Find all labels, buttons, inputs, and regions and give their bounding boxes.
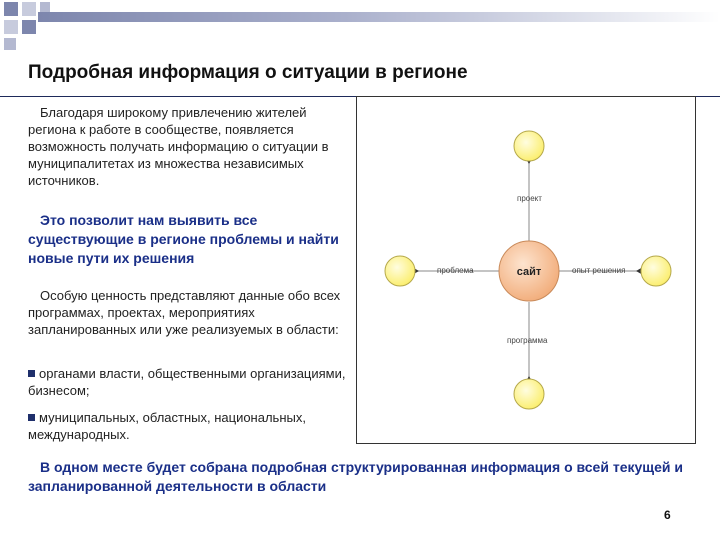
bullet-square-icon (28, 370, 35, 377)
node-right (641, 256, 671, 286)
paragraph-programs-text: Особую ценность представляют данные обо всех программах, проектах, мероприятиях запланированных или уже реализуемых в области: (28, 288, 341, 337)
bullet-item-levels (28, 409, 352, 443)
decor-square-1 (4, 2, 18, 16)
paragraph-summary (28, 458, 698, 496)
label-problem: проблема (437, 266, 474, 275)
paragraph-sources-text: Благодаря широкому привлечению жителей региона к работе в сообществе, появляется возможность получать информацию о ситуации в муниципалитетах из множества независимых источников. (28, 105, 329, 188)
decor-square-3 (40, 2, 50, 12)
node-top (514, 131, 544, 161)
paragraph-sources (28, 104, 352, 189)
label-solution-experience: опыт решения (572, 266, 626, 275)
node-left (385, 256, 415, 286)
bullet-item-authorities (28, 365, 352, 399)
decor-square-2 (22, 2, 36, 16)
center-label: сайт (516, 266, 542, 278)
decor-square-6 (4, 38, 16, 50)
diagram-frame (356, 96, 696, 444)
paragraph-summary-text: В одном месте будет собрана подробная структурированная информация о всей текущей и запланированной деятельности в области (28, 459, 683, 494)
decor-square-5 (22, 20, 36, 34)
label-program: программа (507, 336, 548, 345)
bullet-square-icon (28, 414, 35, 421)
hub-diagram (357, 97, 695, 443)
paragraph-problems-text: Это позволит нам выявить все существующие в регионе проблемы и найти новые пути их решения (28, 212, 339, 266)
label-project: проект (517, 194, 542, 203)
bullet-text: муниципальных, областных, национальных, международных. (28, 410, 306, 442)
paragraph-problems (28, 211, 352, 268)
node-bottom (514, 379, 544, 409)
slide-title: Подробная информация о ситуации в регионе (28, 62, 468, 83)
decor-square-4 (4, 20, 18, 34)
header-gradient-bar (38, 12, 720, 22)
bullet-text: органами власти, общественными организациями, бизнесом; (28, 366, 346, 398)
paragraph-programs (28, 287, 356, 338)
page-number: 6 (664, 508, 671, 522)
